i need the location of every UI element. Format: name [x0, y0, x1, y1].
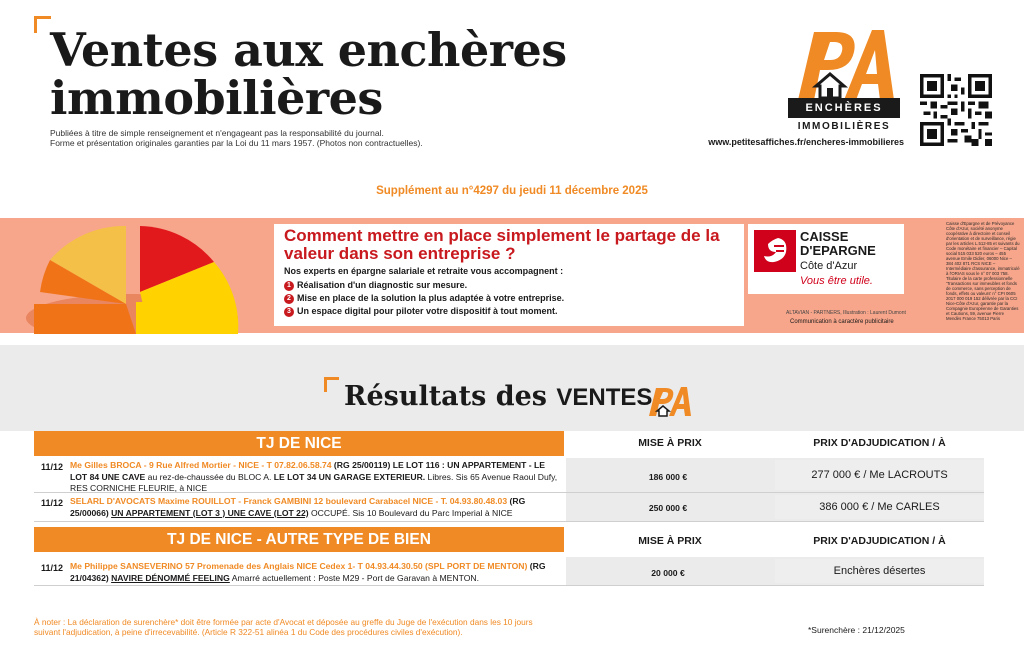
page-title	[50, 23, 567, 125]
row-date: 11/12	[41, 563, 64, 573]
results-title	[344, 381, 652, 412]
subtitle-line-2: Forme et présentation originales garanties par la Loi du 11 mars 1957. (Photos non contractuelles).	[50, 138, 423, 148]
pa-logo-icon	[786, 24, 896, 104]
ad-intro: Nos experts en épargne salariale et retraite vous accompagnent :	[284, 266, 564, 276]
bank-tagline: Vous être utile.	[800, 275, 873, 287]
ad-bullet-3	[284, 306, 558, 317]
col-header-adjudication: PRIX D'ADJUDICATION / À	[813, 437, 946, 449]
title-line-2: immobilières	[50, 71, 383, 125]
ad-bullet-1	[284, 280, 467, 291]
section-header-tj-nice: TJ DE NICE	[34, 431, 564, 456]
ad-pub-notice: Communication à caractère publicitaire	[790, 319, 894, 325]
results-title-text: Résultats des	[344, 381, 557, 412]
ad-bullet-text: Mise en place de la solution la plus adaptée à votre entreprise.	[297, 293, 565, 303]
bank-name-line-1: CAISSE	[800, 229, 849, 244]
title-line-1: Ventes aux enchères	[50, 23, 567, 77]
lot-reference: LE LOT 34 UN GARAGE EXTERIEUR.	[273, 471, 426, 482]
note-line-1: À noter : La déclaration de surenchère* doit être formée par acte d'Avocat et déposée au greffe du Juge de l'exécution dans les 10 jours	[34, 617, 533, 627]
section-header-autre-type: TJ DE NICE - AUTRE TYPE DE BIEN	[34, 527, 564, 552]
lot-title: UN APPARTEMENT (LOT 3 ) UNE CAVE (LOT 22)	[111, 507, 309, 518]
col-header-mise-a-prix: MISE À PRIX	[638, 535, 702, 547]
qr-code-icon[interactable]	[920, 74, 992, 146]
pie-illustration-icon	[20, 222, 250, 334]
bullet-number-icon: 1	[284, 281, 294, 291]
lot-title: NAVIRE DÉNOMMÉ FEELING	[111, 572, 230, 583]
ad-bullet-text: Un espace digital pour piloter votre dispositif à tout moment.	[297, 306, 558, 316]
lawyer-name: SELARL D'AVOCATS Maxime ROUILLOT - Franck GAMBINI 12 boulevard Carabacel NICE - T. 04.93.80.48.03	[70, 496, 508, 506]
lot-address: OCCUPÉ. Sis 10 Boulevard du Parc Imperial à NICE	[308, 507, 513, 518]
lot-detail: au rez-de-chaussée du BLOC A.	[145, 471, 274, 482]
lot-reference: (RG 25/00119) LE LOT 116 : UN APPARTEMENT - LE LOT 84 UNE CAVE	[70, 460, 546, 482]
adjudication-value: Enchères désertes	[775, 559, 984, 583]
ad-bullet-2	[284, 293, 564, 304]
subtitle	[50, 128, 530, 148]
squirrel-logo-icon	[754, 230, 796, 272]
lot-address: Amarré actuellement : Poste M29 - Port de Garavan à MENTON.	[229, 572, 479, 583]
note-line-2: suivant l'adjudication, à peine d'irrecevabilité. (Article R 322-51 alinéa 1 du Code des procédures civiles d'exécution).	[34, 627, 463, 637]
mise-a-prix-value: 186 000 €	[648, 472, 688, 482]
row-description	[70, 460, 564, 495]
results-title-bold: VENTES	[556, 384, 653, 411]
supplement-line: Supplément au n°4297 du jeudi 11 décembre 2025	[376, 185, 648, 197]
lot-reference: (RG 21/04362)	[70, 561, 546, 583]
bank-name-line-2: D'EPARGNE	[800, 243, 876, 258]
surenchere-date: *Surenchère : 21/12/2025	[808, 625, 905, 635]
lawyer-name: Me Philippe SANSEVERINO 57 Promenade des Anglais NICE Cedex 1- T 04.93.44.30.50 (SPL PORT DE MENTON)	[70, 561, 528, 571]
corner-mark	[34, 16, 51, 33]
ad-question: Comment mettre en place simplement le partage de la valeur dans son entreprise ?	[284, 226, 720, 263]
bullet-number-icon: 2	[284, 294, 294, 304]
website-link[interactable]: www.petitesaffiches.fr/encheres-immobilieres	[708, 137, 904, 147]
logo-subtitle: IMMOBILIÈRES	[797, 121, 891, 132]
bank-region: Côte d'Azur	[800, 260, 858, 272]
row-date: 11/12	[41, 462, 64, 472]
row-date: 11/12	[41, 498, 64, 508]
row-description	[70, 496, 564, 519]
mise-a-prix-value: 20 000 €	[651, 568, 685, 578]
ad-credit: ALTAVIAN - PARTNERS, Illustration : Laurent Dumont	[786, 310, 906, 316]
lot-reference: (RG 25/00066)	[70, 496, 526, 518]
lot-address: Libres. Sis 65 Avenue Raoul Dufy, RES CORNICHE FLEURIE, à NICE	[70, 471, 558, 493]
row-description	[70, 561, 564, 584]
adjudication-value: 386 000 € / Me CARLES	[775, 495, 984, 519]
col-header-mise-a-prix: MISE À PRIX	[638, 437, 702, 449]
subtitle-line-1: Publiées à titre de simple renseignement et n'engageant pas la responsabilité du journal.	[50, 128, 384, 138]
logo-band: ENCHÈRES	[788, 98, 900, 118]
surenchere-note	[34, 617, 634, 637]
pa-small-logo-icon	[645, 384, 693, 418]
mise-a-prix-value: 250 000 €	[648, 503, 688, 513]
lawyer-name: Me Gilles BROCA - 9 Rue Alfred Mortier - NICE - T 07.82.06.58.74	[70, 460, 332, 470]
col-header-adjudication: PRIX D'ADJUDICATION / À	[813, 535, 946, 547]
bullet-number-icon: 3	[284, 307, 294, 317]
bank-name	[800, 230, 904, 258]
ad-bullet-text: Réalisation d'un diagnostic sur mesure.	[297, 280, 468, 290]
adjudication-value: 277 000 € / Me LACROUTS	[775, 460, 984, 490]
bank-legal-text: Caisse d'Epargne et de Prévoyance Côte d'Azur, société anonyme coopérative à directoire et conseil d'orientation et de surveillance, régie par les articles L.512-85 et suivants du Code monétaire et financier – Capital social 515 033 520 euros – 455 avenue Emile Didier, 06000 Nice – 384 402 871 RCS NICE – Intermédiaire d'assurance, immatriculé à l'ORIAS sous le n° 07 003 758. Titulaire de la carte professionnelle 'Transactions sur immeubles et fonds de commerce, sans perception de fonds, effets ou valeurs' n° CPI 0605 2017 000 019 152 délivrée par la CCI Nice-Côte d'Azur, garantie par la Compagnie Européenne de Garanties et Cautions, 59, avenue Pierre Mendès France 75013 Paris	[946, 221, 1020, 321]
corner-mark	[324, 377, 339, 392]
